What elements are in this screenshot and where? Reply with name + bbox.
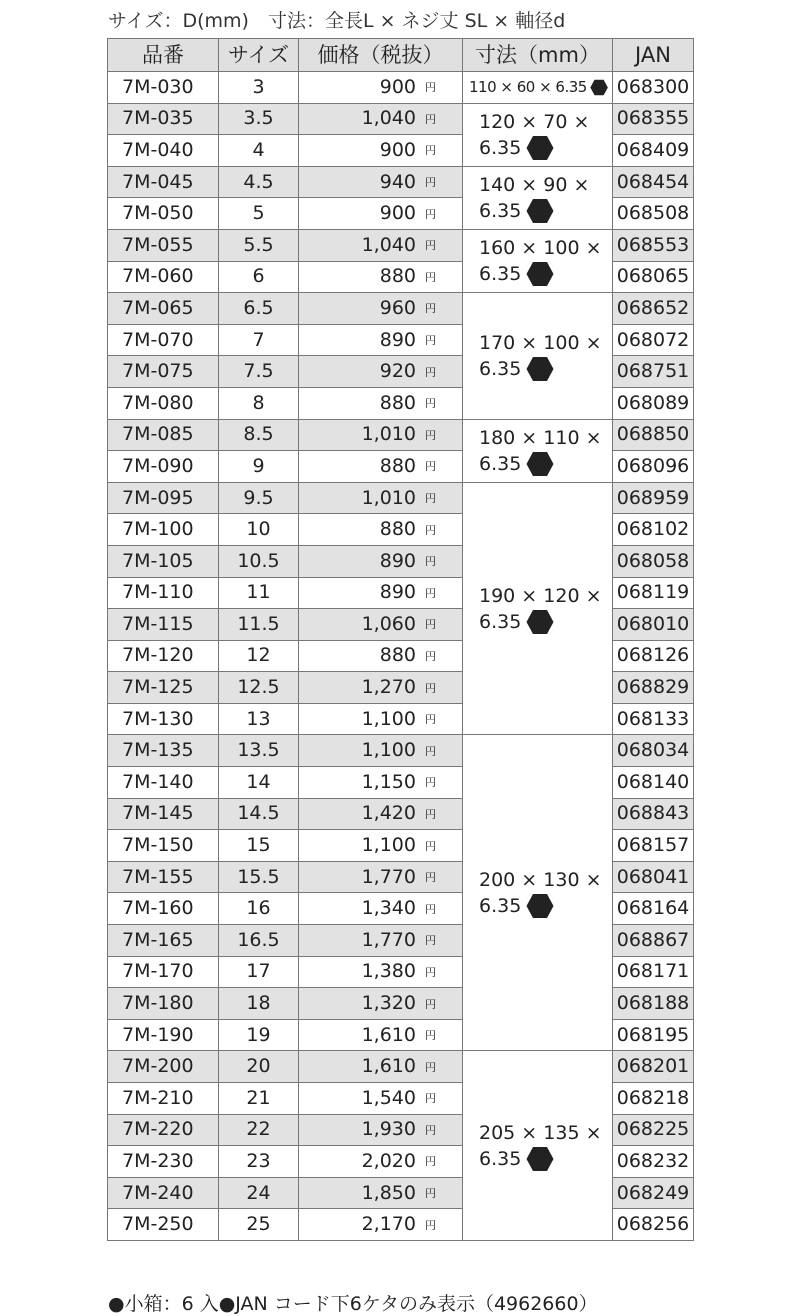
dimension-cell (463, 229, 613, 292)
price-value: 880 (379, 518, 416, 541)
product-size: 25 (219, 1209, 299, 1241)
jan-code: 068249 (613, 1177, 694, 1209)
product-price (299, 956, 463, 988)
product-code: 7M-080 (108, 387, 219, 419)
yen-unit: 円 (425, 176, 436, 190)
dimension-cell (463, 1051, 613, 1241)
yen-unit: 円 (425, 744, 436, 758)
product-price (299, 135, 463, 167)
product-size: 14.5 (219, 798, 299, 830)
yen-unit: 円 (425, 618, 436, 632)
jan-code: 068133 (613, 703, 694, 735)
yen-unit: 円 (425, 681, 436, 695)
price-value: 1,040 (361, 233, 416, 256)
product-size: 7 (219, 324, 299, 356)
product-code: 7M-100 (108, 514, 219, 546)
dimension-cell (463, 103, 613, 166)
jan-code: 068850 (613, 419, 694, 451)
table-row (108, 103, 694, 135)
price-value: 1,320 (361, 992, 416, 1015)
product-code: 7M-130 (108, 703, 219, 735)
table-header-row (108, 39, 694, 72)
product-code: 7M-115 (108, 609, 219, 641)
yen-unit: 円 (425, 1060, 436, 1074)
product-code: 7M-240 (108, 1177, 219, 1209)
dimension-text: 200 × 130 × (479, 868, 602, 891)
jan-code: 068188 (613, 988, 694, 1020)
product-size: 11.5 (219, 609, 299, 641)
yen-unit: 円 (425, 650, 436, 664)
product-code: 7M-075 (108, 356, 219, 388)
jan-code: 068225 (613, 1114, 694, 1146)
price-value: 1,770 (361, 865, 416, 888)
product-price (299, 324, 463, 356)
jan-code: 068171 (613, 956, 694, 988)
product-price (299, 830, 463, 862)
shank-diameter-text: 6.35 (479, 452, 522, 475)
yen-unit: 円 (425, 997, 436, 1011)
product-price (299, 640, 463, 672)
price-value: 2,020 (361, 1149, 416, 1172)
jan-code: 068232 (613, 1146, 694, 1178)
price-value: 1,100 (361, 707, 416, 730)
product-size: 11 (219, 577, 299, 609)
dimension-cell (463, 166, 613, 229)
product-size: 5.5 (219, 229, 299, 261)
hexagon-shank-icon (526, 893, 554, 919)
product-code: 7M-160 (108, 893, 219, 925)
product-code: 7M-125 (108, 672, 219, 704)
dimension-cell (463, 482, 613, 735)
product-code: 7M-140 (108, 767, 219, 799)
jan-code: 068041 (613, 861, 694, 893)
price-value: 900 (379, 202, 416, 225)
product-size: 6.5 (219, 293, 299, 325)
size-caption: サイズ：D(mm) 寸法：全長L × ネジ丈 SL × 軸径d (108, 10, 566, 32)
product-size: 10.5 (219, 545, 299, 577)
yen-unit: 円 (425, 460, 436, 474)
yen-unit: 円 (425, 207, 436, 221)
product-price (299, 861, 463, 893)
yen-unit: 円 (425, 1218, 436, 1232)
header-code: 品番 (108, 39, 219, 72)
hexagon-shank-icon (526, 261, 554, 287)
dimension-text: 120 × 70 × (479, 110, 590, 133)
price-value: 880 (379, 454, 416, 477)
price-value: 900 (379, 75, 416, 98)
shank-diameter-text: 6.35 (479, 136, 522, 159)
product-size: 12.5 (219, 672, 299, 704)
product-size: 12 (219, 640, 299, 672)
yen-unit: 円 (425, 586, 436, 600)
price-value: 890 (379, 549, 416, 572)
price-value: 900 (379, 138, 416, 161)
product-price (299, 198, 463, 230)
hexagon-shank-icon (526, 609, 554, 635)
product-code: 7M-120 (108, 640, 219, 672)
product-size: 14 (219, 767, 299, 799)
yen-unit: 円 (425, 1155, 436, 1169)
price-value: 1,010 (361, 486, 416, 509)
yen-unit: 円 (425, 492, 436, 506)
product-size: 13 (219, 703, 299, 735)
product-code: 7M-150 (108, 830, 219, 862)
product-code: 7M-105 (108, 545, 219, 577)
product-code: 7M-095 (108, 482, 219, 514)
price-value: 1,930 (361, 1118, 416, 1141)
product-code: 7M-090 (108, 451, 219, 483)
product-size: 22 (219, 1114, 299, 1146)
product-code: 7M-190 (108, 1019, 219, 1051)
product-size: 5 (219, 198, 299, 230)
yen-unit: 円 (425, 239, 436, 253)
dimension-cell (463, 419, 613, 482)
product-price (299, 767, 463, 799)
jan-code: 068034 (613, 735, 694, 767)
yen-unit: 円 (425, 523, 436, 537)
product-code: 7M-035 (108, 103, 219, 135)
yen-unit: 円 (425, 334, 436, 348)
price-value: 1,420 (361, 802, 416, 825)
shank-diameter-text: 6.35 (479, 1147, 522, 1170)
yen-unit: 円 (425, 808, 436, 822)
price-value: 1,610 (361, 1023, 416, 1046)
product-price (299, 451, 463, 483)
price-value: 1,010 (361, 423, 416, 446)
hexagon-shank-icon (590, 76, 608, 99)
yen-unit: 円 (425, 934, 436, 948)
product-size: 15 (219, 830, 299, 862)
product-size: 20 (219, 1051, 299, 1083)
price-value: 1,040 (361, 107, 416, 130)
product-size: 4.5 (219, 166, 299, 198)
product-code: 7M-060 (108, 261, 219, 293)
price-value: 1,100 (361, 834, 416, 857)
jan-code: 068867 (613, 925, 694, 957)
price-value: 880 (379, 265, 416, 288)
jan-code: 068300 (613, 72, 694, 104)
product-size: 15.5 (219, 861, 299, 893)
table-row (108, 1051, 694, 1083)
price-value: 880 (379, 644, 416, 667)
dimension-text: 205 × 135 × (479, 1121, 602, 1144)
product-spec-table (107, 38, 694, 1241)
product-size: 8.5 (219, 419, 299, 451)
price-value: 1,060 (361, 612, 416, 635)
jan-code: 068072 (613, 324, 694, 356)
product-code: 7M-165 (108, 925, 219, 957)
price-value: 1,380 (361, 960, 416, 983)
product-code: 7M-155 (108, 861, 219, 893)
product-code: 7M-135 (108, 735, 219, 767)
price-value: 1,540 (361, 1086, 416, 1109)
product-price (299, 1114, 463, 1146)
yen-unit: 円 (425, 81, 436, 95)
jan-code: 068195 (613, 1019, 694, 1051)
price-value: 1,770 (361, 928, 416, 951)
jan-code: 068140 (613, 767, 694, 799)
product-price (299, 672, 463, 704)
yen-unit: 円 (425, 713, 436, 727)
price-value: 940 (379, 170, 416, 193)
jan-code: 068065 (613, 261, 694, 293)
jan-code: 068157 (613, 830, 694, 862)
product-size: 19 (219, 1019, 299, 1051)
product-price (299, 798, 463, 830)
product-price (299, 1146, 463, 1178)
product-code: 7M-145 (108, 798, 219, 830)
jan-code: 068096 (613, 451, 694, 483)
jan-code: 068102 (613, 514, 694, 546)
shank-diameter-text: 6.35 (479, 199, 522, 222)
product-size: 6 (219, 261, 299, 293)
footer-note: ●小箱：6 入●JAN コード下6ケタのみ表示（4962660） (108, 1293, 598, 1315)
price-value: 920 (379, 360, 416, 383)
jan-code: 068218 (613, 1083, 694, 1115)
yen-unit: 円 (425, 776, 436, 790)
product-size: 4 (219, 135, 299, 167)
yen-unit: 円 (425, 1187, 436, 1201)
jan-code: 068508 (613, 198, 694, 230)
product-size: 18 (219, 988, 299, 1020)
product-price (299, 72, 463, 104)
jan-code: 068201 (613, 1051, 694, 1083)
jan-code: 068652 (613, 293, 694, 325)
product-price (299, 577, 463, 609)
product-price (299, 1177, 463, 1209)
dimension-text: 140 × 90 × (479, 173, 590, 196)
dimension-text: 190 × 120 × (479, 584, 602, 607)
yen-unit: 円 (425, 1029, 436, 1043)
product-code: 7M-085 (108, 419, 219, 451)
jan-code: 068058 (613, 545, 694, 577)
yen-unit: 円 (425, 270, 436, 284)
jan-code: 068409 (613, 135, 694, 167)
product-size: 24 (219, 1177, 299, 1209)
yen-unit: 円 (425, 428, 436, 442)
table-row (108, 482, 694, 514)
header-jan: JAN (613, 39, 694, 72)
product-price (299, 1019, 463, 1051)
price-value: 1,100 (361, 739, 416, 762)
product-size: 16.5 (219, 925, 299, 957)
product-price (299, 609, 463, 641)
hexagon-shank-icon (526, 135, 554, 161)
price-value: 1,610 (361, 1055, 416, 1078)
product-price (299, 166, 463, 198)
jan-code: 068829 (613, 672, 694, 704)
product-price (299, 735, 463, 767)
hexagon-shank-icon (526, 198, 554, 224)
product-size: 9 (219, 451, 299, 483)
product-price (299, 703, 463, 735)
jan-code: 068089 (613, 387, 694, 419)
product-price (299, 482, 463, 514)
product-size: 3 (219, 72, 299, 104)
yen-unit: 円 (425, 1092, 436, 1106)
yen-unit: 円 (425, 144, 436, 158)
yen-unit: 円 (425, 1123, 436, 1137)
product-code: 7M-050 (108, 198, 219, 230)
yen-unit: 円 (425, 902, 436, 916)
price-value: 890 (379, 581, 416, 604)
jan-code: 068553 (613, 229, 694, 261)
dimension-text: 160 × 100 × (479, 237, 602, 260)
dimension-text: 170 × 100 × (479, 331, 602, 354)
yen-unit: 円 (425, 397, 436, 411)
product-code: 7M-040 (108, 135, 219, 167)
product-size: 8 (219, 387, 299, 419)
product-code: 7M-230 (108, 1146, 219, 1178)
product-code: 7M-045 (108, 166, 219, 198)
price-value: 1,340 (361, 897, 416, 920)
product-price (299, 261, 463, 293)
product-price (299, 356, 463, 388)
dimension-text: 110 × 60 × 6.35 (469, 77, 587, 96)
product-price (299, 925, 463, 957)
jan-code: 068959 (613, 482, 694, 514)
product-size: 9.5 (219, 482, 299, 514)
jan-code: 068454 (613, 166, 694, 198)
product-size: 23 (219, 1146, 299, 1178)
product-code: 7M-065 (108, 293, 219, 325)
product-price (299, 1051, 463, 1083)
price-value: 2,170 (361, 1213, 416, 1236)
product-code: 7M-200 (108, 1051, 219, 1083)
hexagon-shank-icon (526, 356, 554, 382)
product-price (299, 293, 463, 325)
table-row (108, 735, 694, 767)
dimension-cell (463, 72, 613, 104)
product-code: 7M-210 (108, 1083, 219, 1115)
product-price (299, 988, 463, 1020)
product-price (299, 229, 463, 261)
yen-unit: 円 (425, 965, 436, 979)
shank-diameter-text: 6.35 (479, 610, 522, 633)
product-price (299, 514, 463, 546)
product-size: 16 (219, 893, 299, 925)
product-price (299, 419, 463, 451)
jan-code: 068126 (613, 640, 694, 672)
shank-diameter-text: 6.35 (479, 357, 522, 380)
jan-code: 068256 (613, 1209, 694, 1241)
product-code: 7M-250 (108, 1209, 219, 1241)
hexagon-shank-icon (526, 1146, 554, 1172)
product-code: 7M-110 (108, 577, 219, 609)
product-price (299, 1209, 463, 1241)
jan-code: 068119 (613, 577, 694, 609)
table-row (108, 293, 694, 325)
product-code: 7M-030 (108, 72, 219, 104)
product-size: 10 (219, 514, 299, 546)
product-price (299, 103, 463, 135)
yen-unit: 円 (425, 555, 436, 569)
yen-unit: 円 (425, 871, 436, 885)
product-code: 7M-220 (108, 1114, 219, 1146)
product-code: 7M-180 (108, 988, 219, 1020)
jan-code: 068843 (613, 798, 694, 830)
jan-code: 068355 (613, 103, 694, 135)
price-value: 890 (379, 328, 416, 351)
table-row (108, 229, 694, 261)
table-row (108, 72, 694, 104)
yen-unit: 円 (425, 839, 436, 853)
jan-code: 068164 (613, 893, 694, 925)
product-size: 21 (219, 1083, 299, 1115)
product-size: 13.5 (219, 735, 299, 767)
dimension-text: 180 × 110 × (479, 426, 602, 449)
header-size: サイズ (219, 39, 299, 72)
price-value: 1,150 (361, 770, 416, 793)
product-price (299, 893, 463, 925)
price-value: 1,850 (361, 1181, 416, 1204)
yen-unit: 円 (425, 302, 436, 316)
header-dims: 寸法（mm） (463, 39, 613, 72)
product-price (299, 387, 463, 419)
shank-diameter-text: 6.35 (479, 263, 522, 286)
dimension-cell (463, 293, 613, 419)
header-price: 価格（税抜） (299, 39, 463, 72)
price-value: 880 (379, 391, 416, 414)
jan-code: 068010 (613, 609, 694, 641)
price-value: 960 (379, 296, 416, 319)
product-code: 7M-170 (108, 956, 219, 988)
product-size: 3.5 (219, 103, 299, 135)
product-size: 17 (219, 956, 299, 988)
product-code: 7M-055 (108, 229, 219, 261)
shank-diameter-text: 6.35 (479, 894, 522, 917)
product-price (299, 545, 463, 577)
price-value: 1,270 (361, 676, 416, 699)
table-body (108, 72, 694, 1241)
table-row (108, 166, 694, 198)
table-row (108, 419, 694, 451)
product-size: 7.5 (219, 356, 299, 388)
yen-unit: 円 (425, 112, 436, 126)
jan-code: 068751 (613, 356, 694, 388)
dimension-cell (463, 735, 613, 1051)
product-code: 7M-070 (108, 324, 219, 356)
product-price (299, 1083, 463, 1115)
hexagon-shank-icon (526, 451, 554, 477)
yen-unit: 円 (425, 365, 436, 379)
